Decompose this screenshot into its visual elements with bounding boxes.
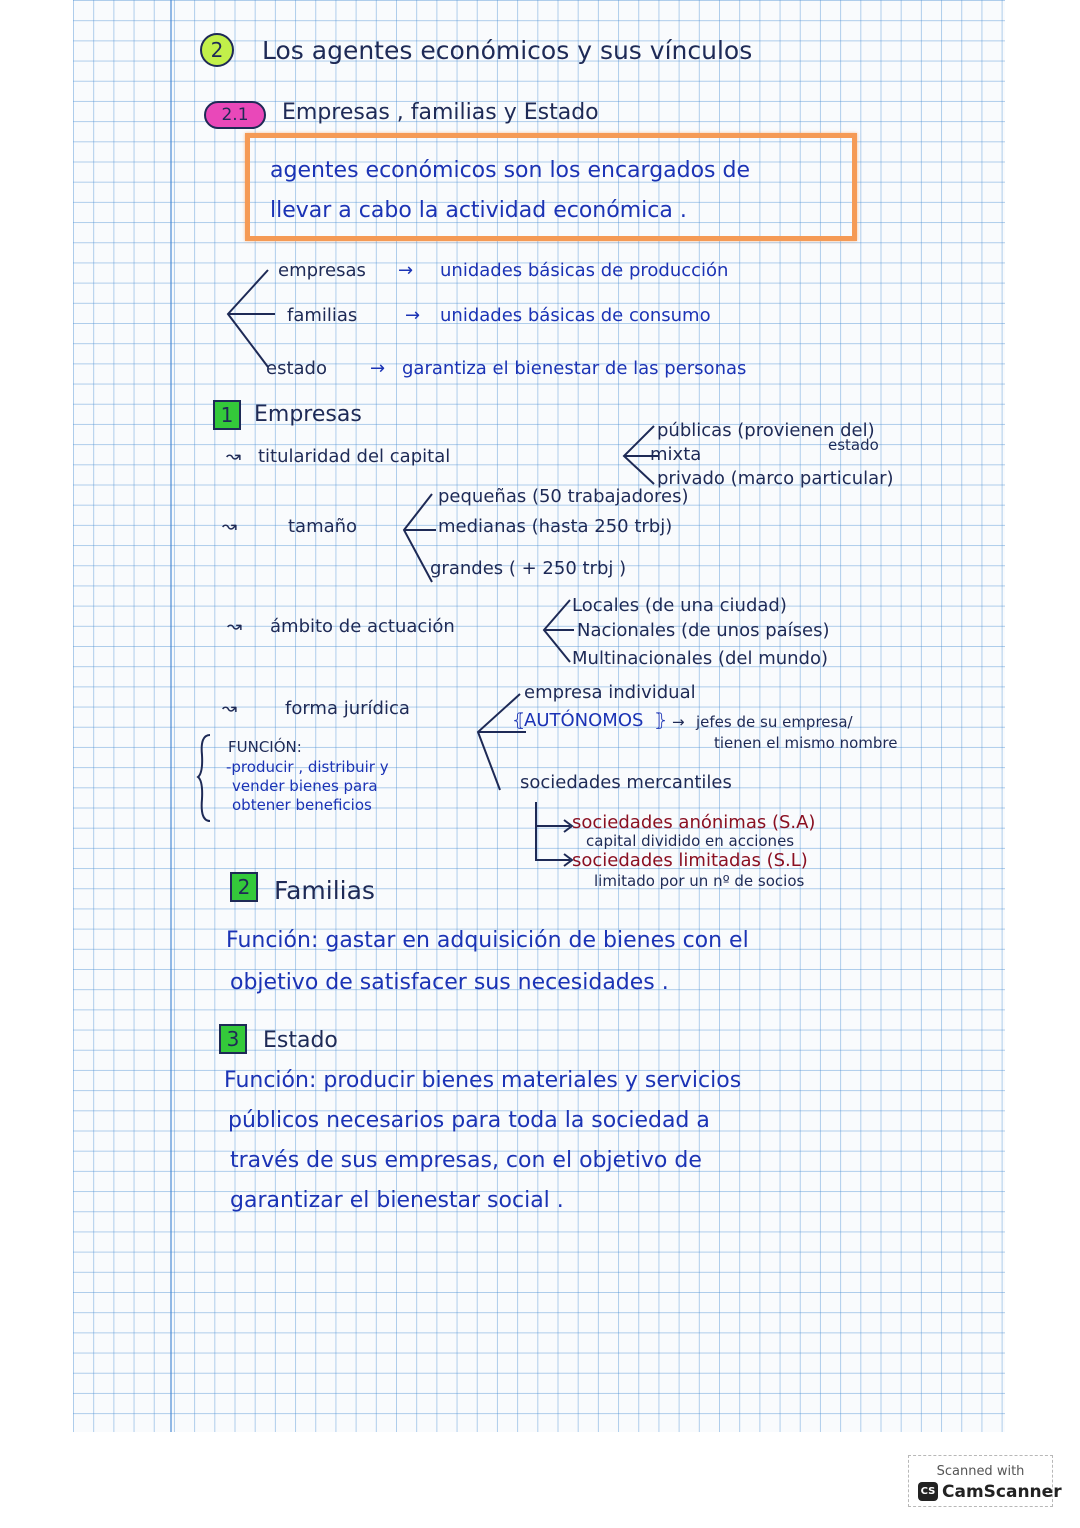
sociedades-limitadas-note: limitado por un nº de socios bbox=[594, 872, 805, 890]
agent-empresas-name: empresas bbox=[278, 260, 366, 281]
sociedades-anonimas-note: capital dividido en acciones bbox=[586, 832, 795, 850]
funcion-line-2: vender bienes para bbox=[232, 777, 378, 795]
camscanner-watermark bbox=[908, 1455, 1062, 1507]
margin-line bbox=[170, 0, 172, 1432]
arrow-icon: → bbox=[405, 305, 421, 326]
estado-number-badge: 3 bbox=[219, 1024, 247, 1054]
forma-item-sociedades: sociedades mercantiles bbox=[520, 772, 732, 793]
estado-funcion-line-2: públicos necesarios para toda la sociedad a bbox=[228, 1108, 710, 1133]
estado-funcion-line-3: través de sus empresas, con el objetivo de bbox=[230, 1148, 702, 1173]
autonomos-note-2: tienen el mismo nombre bbox=[714, 734, 898, 752]
agent-estado-desc: garantiza el bienestar de las personas bbox=[402, 358, 747, 379]
empresas-heading: Empresas bbox=[254, 402, 362, 427]
camscanner-logo-icon: CS bbox=[918, 1482, 938, 1501]
arrow-icon: → bbox=[398, 260, 414, 281]
tamano-item-grandes: grandes ( + 250 trbj ) bbox=[430, 558, 627, 579]
titularidad-item-publicas: públicas (provienen del) bbox=[657, 420, 875, 441]
ambito-label: ámbito de actuación bbox=[270, 616, 455, 637]
autonomos-note-1: jefes de su empresa/ bbox=[696, 713, 853, 731]
ambito-item-nacionales: Nacionales (de unos países) bbox=[577, 620, 830, 641]
estado-funcion-line-1: Función: producir bienes materiales y servicios bbox=[224, 1068, 742, 1093]
section-number-badge: 2 bbox=[200, 33, 234, 67]
subsection-number-badge: 2.1 bbox=[204, 101, 266, 129]
squiggle-arrow-icon: ↝ bbox=[226, 446, 242, 467]
agent-familias-desc: unidades básicas de consumo bbox=[440, 305, 711, 326]
empresas-number-badge: 1 bbox=[213, 400, 241, 430]
titularidad-item-mixta: mixta bbox=[650, 444, 702, 465]
definition-line-1: agentes económicos son los encargados de bbox=[270, 158, 751, 183]
familias-number-badge: 2 bbox=[230, 872, 258, 902]
sociedades-anonimas: sociedades anónimas (S.A) bbox=[572, 812, 816, 833]
familias-funcion-line-1: Función: gastar en adquisición de bienes con el bbox=[226, 928, 749, 953]
scanned-with-text: Scanned with bbox=[936, 1464, 1025, 1479]
titularidad-item-privado: privado (marco particular) bbox=[657, 468, 894, 489]
funcion-line-3: obtener beneficios bbox=[232, 796, 372, 814]
autonomos-brace-icon: ⦄ bbox=[654, 710, 668, 731]
ambito-item-multinacionales: Multinacionales (del mundo) bbox=[572, 648, 829, 669]
familias-heading: Familias bbox=[274, 876, 375, 905]
titularidad-publicas-note: estado bbox=[828, 436, 879, 454]
tamano-label: tamaño bbox=[288, 516, 358, 537]
forma-label: forma jurídica bbox=[285, 698, 410, 719]
sociedades-limitadas: sociedades limitadas (S.L) bbox=[572, 850, 808, 871]
squiggle-arrow-icon: ↝ bbox=[222, 698, 238, 719]
squiggle-arrow-icon: ↝ bbox=[227, 616, 243, 637]
agent-estado-name: estado bbox=[266, 358, 327, 379]
agent-empresas-desc: unidades básicas de producción bbox=[440, 260, 729, 281]
funcion-label: FUNCIÓN: bbox=[228, 738, 302, 756]
squiggle-arrow-icon: ↝ bbox=[222, 516, 238, 537]
camscanner-brand: CamScanner bbox=[942, 1482, 1062, 1502]
forma-item-autonomos: AUTÓNOMOS bbox=[524, 710, 644, 731]
subsection-title: Empresas , familias y Estado bbox=[282, 100, 599, 125]
definition-line-2: llevar a cabo la actividad económica . bbox=[270, 198, 687, 223]
autonomos-brace-icon: ⦃ bbox=[512, 710, 526, 731]
tamano-item-medianas: medianas (hasta 250 trbj) bbox=[438, 516, 673, 537]
funcion-line-1: -producir , distribuir y bbox=[226, 758, 389, 776]
funcion-brace bbox=[196, 733, 212, 823]
agent-familias-name: familias bbox=[287, 305, 358, 326]
arrow-icon: → bbox=[672, 713, 685, 731]
sociedades-arrows bbox=[528, 800, 578, 874]
ambito-item-locales: Locales (de una ciudad) bbox=[572, 595, 787, 616]
familias-funcion-line-2: objetivo de satisfacer sus necesidades . bbox=[230, 970, 669, 995]
definition-box bbox=[245, 133, 857, 241]
titularidad-label: titularidad del capital bbox=[258, 446, 451, 467]
estado-heading: Estado bbox=[263, 1028, 338, 1053]
section-title: Los agentes económicos y sus vínculos bbox=[262, 36, 753, 65]
tamano-item-pequenas: pequeñas (50 trabajadores) bbox=[438, 486, 689, 507]
arrow-icon: → bbox=[370, 358, 386, 379]
estado-funcion-line-4: garantizar el bienestar social . bbox=[230, 1188, 564, 1213]
forma-item-individual: empresa individual bbox=[524, 682, 696, 703]
